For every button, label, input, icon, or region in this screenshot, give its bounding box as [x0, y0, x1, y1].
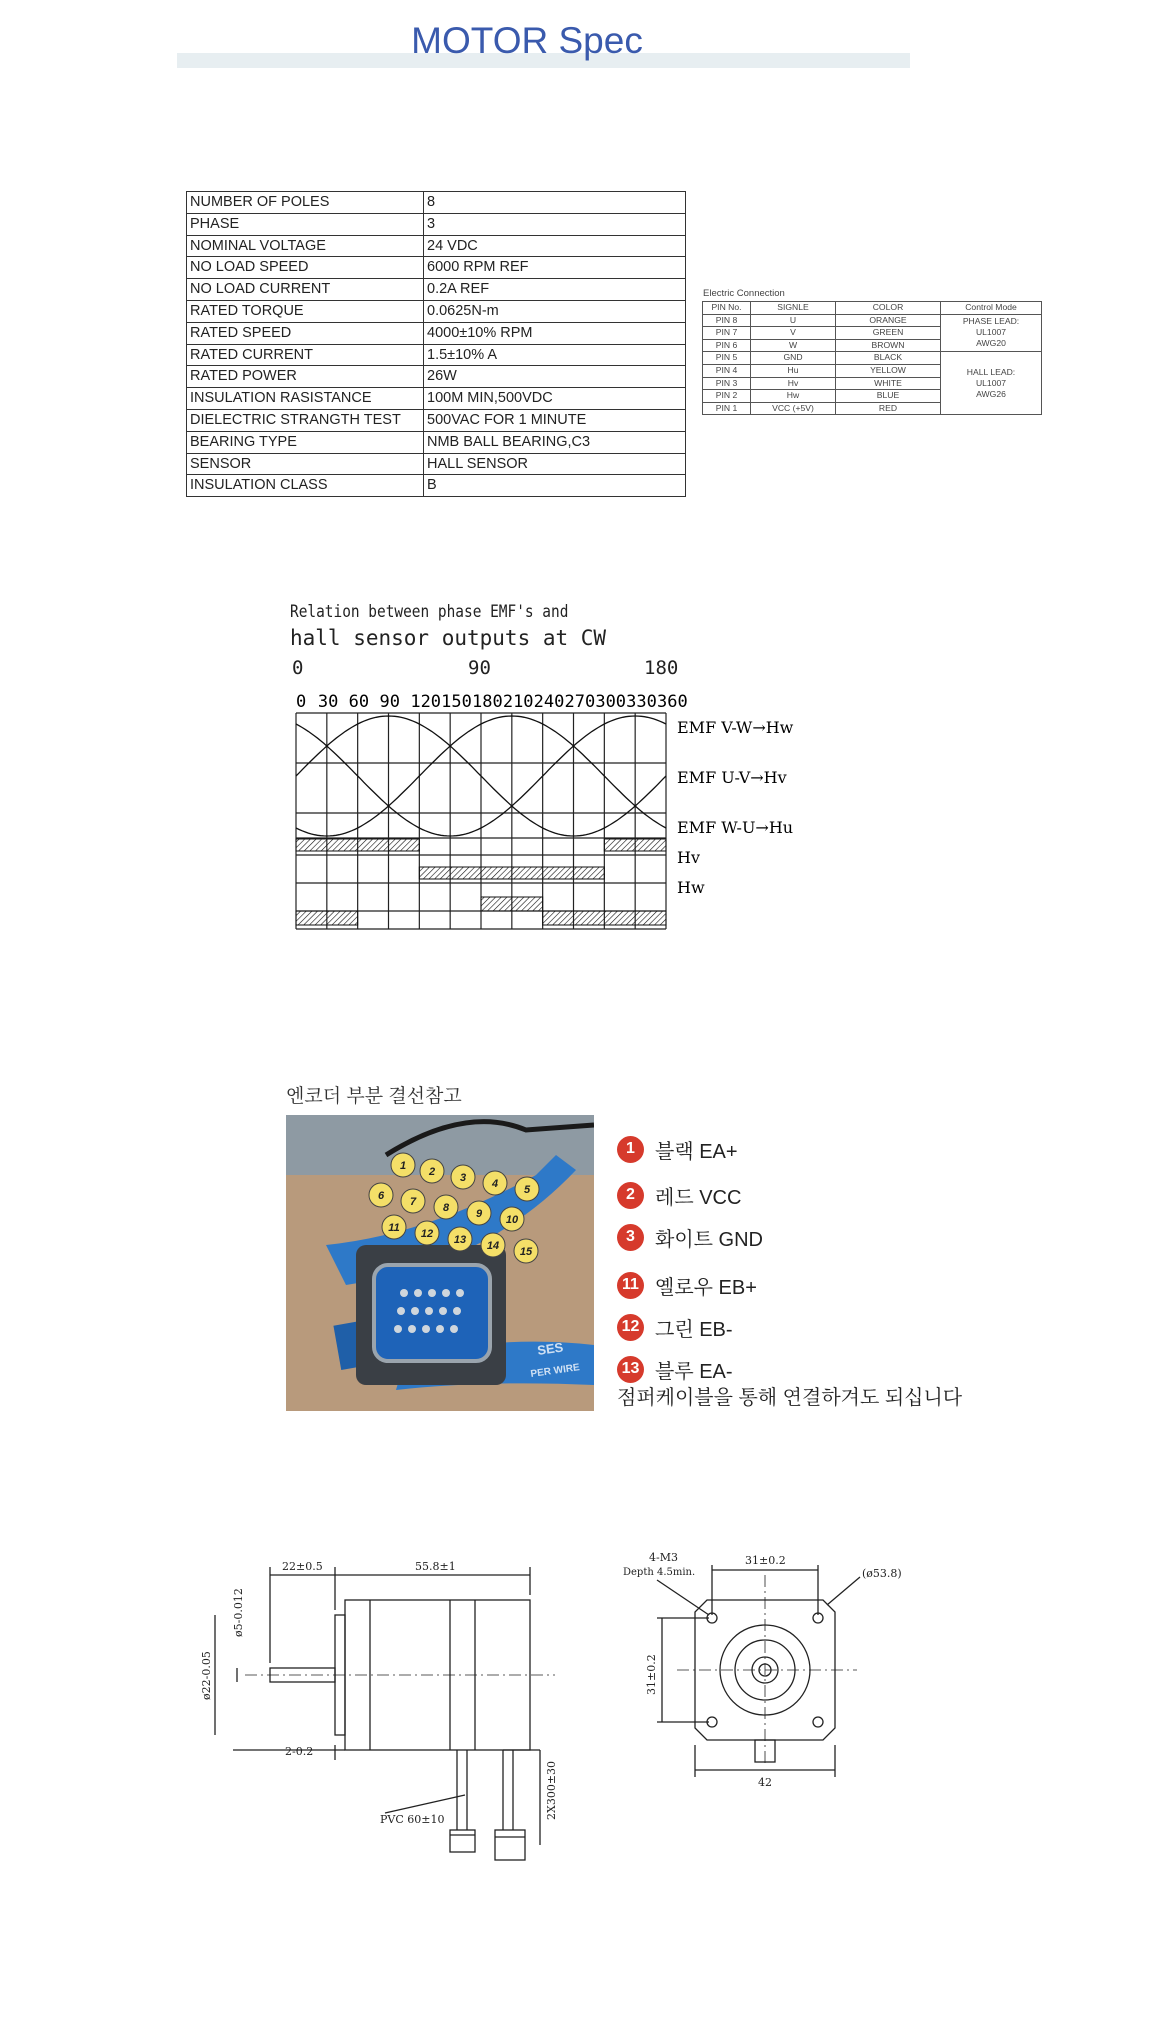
ec-color: YELLOW — [836, 364, 941, 377]
encoder-note: 점퍼케이블을 통해 연결하겨도 되십니다 — [617, 1387, 963, 1409]
elec-degree-label: 360 — [657, 692, 688, 712]
pin-number-text: 13 — [453, 1234, 467, 1246]
ec-signal: Hu — [751, 364, 836, 377]
elec-degree-label: 240 — [533, 692, 565, 712]
dim-shaft-diameter: ø5-0.012 — [232, 1588, 245, 1637]
electric-connection-caption: Electric Connection — [703, 288, 785, 299]
phase-lead-line: UL1007 — [975, 327, 1007, 338]
hall-sensor-diagram — [285, 683, 845, 943]
hall-chart-title-line1: Relation between phase EMF's and — [290, 602, 569, 622]
spec-key: RATED POWER — [187, 366, 424, 388]
pin-number-text: 1 — [399, 1160, 407, 1172]
ec-pin: PIN 6 — [703, 339, 751, 352]
hall-chart-label: EMF V-W→Hw — [677, 718, 794, 737]
ec-color: GREEN — [836, 327, 941, 340]
pin-number-text: 15 — [519, 1246, 533, 1258]
dim-flange-thickness: 2-0.2 — [285, 1745, 314, 1758]
ec-pin: PIN 1 — [703, 402, 751, 415]
hall-connector — [495, 1830, 525, 1860]
motor-shaft — [270, 1668, 335, 1682]
spec-row — [187, 300, 686, 322]
hall-signal-high — [604, 839, 666, 851]
ec-header-mode: Control Mode — [941, 302, 1042, 315]
ec-color: WHITE — [836, 377, 941, 390]
motor-front-drawing — [617, 1545, 937, 1805]
spec-value: 6000 RPM REF — [424, 257, 686, 279]
ec-color: BROWN — [836, 339, 941, 352]
spec-key: RATED SPEED — [187, 322, 424, 344]
electric-connection-table — [702, 301, 1042, 415]
phase-connector — [450, 1830, 475, 1852]
spec-key: BEARING TYPE — [187, 431, 424, 453]
spec-value: 0.0625N-m — [424, 300, 686, 322]
pliers-text: SES — [536, 1339, 565, 1358]
elec-degree-label: 60 — [348, 692, 370, 712]
hall-signal-high — [543, 911, 666, 925]
ec-signal: V — [751, 327, 836, 340]
hall-lead-line: UL1007 — [975, 377, 1007, 388]
encoder-pin-row — [617, 1223, 763, 1251]
hall-chart-label: Hw — [677, 878, 705, 897]
spec-key: NUMBER OF POLES — [187, 192, 424, 214]
hall-signal-high — [481, 897, 543, 911]
encoder-pin-row — [617, 1181, 741, 1209]
spec-key: PHASE — [187, 213, 424, 235]
pin-number-text: 8 — [442, 1202, 450, 1214]
pin-wire-label: 옐로우 EB+ — [655, 1276, 757, 1299]
spec-row — [187, 213, 686, 235]
spec-key: INSULATION RASISTANCE — [187, 388, 424, 410]
pin-number-badge: 13 — [617, 1356, 644, 1383]
motor-side-drawing — [185, 1545, 585, 1890]
ec-signal: W — [751, 339, 836, 352]
spec-row — [187, 322, 686, 344]
spec-value: NMB BALL BEARING,C3 — [424, 431, 686, 453]
elec-degree-label: 150 — [441, 692, 472, 712]
spec-row — [187, 257, 686, 279]
ec-hall-lead — [941, 352, 1042, 415]
encoder-heading: 엔코더 부분 결선참고 — [286, 1086, 462, 1107]
pin-number-text: 9 — [475, 1208, 483, 1220]
ec-header-row — [703, 302, 1042, 315]
dim-hole-spacing-x: 31±0.2 — [745, 1554, 786, 1567]
pin-number-badge: 2 — [617, 1182, 644, 1209]
pin-wire-label: 블랙 EA+ — [655, 1140, 738, 1163]
dim-flange-diameter: ø22-0.05 — [200, 1651, 213, 1700]
db-pin — [414, 1289, 422, 1297]
spec-key: NOMINAL VOLTAGE — [187, 235, 424, 257]
spec-value: 24 VDC — [424, 235, 686, 257]
dim-body-length: 55.8±1 — [415, 1560, 456, 1573]
spec-key: RATED TORQUE — [187, 300, 424, 322]
hall-lead-line: AWG26 — [976, 388, 1006, 399]
ec-color: BLACK — [836, 352, 941, 365]
spec-value: 3 — [424, 213, 686, 235]
pin-number-text: 5 — [523, 1184, 531, 1196]
pin-wire-label: 화이트 GND — [655, 1228, 763, 1251]
spec-table — [186, 191, 686, 497]
ec-color: BLUE — [836, 390, 941, 403]
pin-number-text: 11 — [388, 1222, 400, 1234]
elec-degree-label: 270 — [564, 692, 596, 712]
elec-degree-label: 210 — [502, 692, 534, 712]
spec-value: 1.5±10% A — [424, 344, 686, 366]
ec-pin: PIN 8 — [703, 314, 751, 327]
dim-shaft-length: 22±0.5 — [282, 1560, 323, 1573]
spec-row — [187, 475, 686, 497]
hall-chart-label: EMF U-V→Hv — [677, 768, 787, 787]
spec-value: 4000±10% RPM — [424, 322, 686, 344]
spec-value: 0.2A REF — [424, 279, 686, 301]
dim-boss-diameter: (ø53.8) — [862, 1567, 902, 1580]
ec-signal: Hw — [751, 390, 836, 403]
pin-number-text: 3 — [459, 1172, 467, 1184]
ec-color: RED — [836, 402, 941, 415]
pin-number-badge: 11 — [617, 1272, 644, 1299]
spec-row — [187, 409, 686, 431]
ec-header-pin: PIN No. — [703, 302, 751, 315]
hall-chart-label: Hv — [677, 848, 700, 867]
spec-key: INSULATION CLASS — [187, 475, 424, 497]
hall-lead-line: HALL LEAD: — [966, 366, 1016, 377]
encoder-pin-row — [617, 1271, 757, 1299]
elec-degree-label: 180 — [472, 692, 503, 712]
pin-number-text: 7 — [409, 1196, 417, 1208]
elec-degree-label: 0 — [296, 692, 307, 712]
db-pin — [422, 1325, 430, 1333]
mount-hole — [813, 1717, 823, 1727]
elec-degree-label: 120 — [410, 692, 442, 712]
db-pin — [400, 1289, 408, 1297]
dim-hole-spacing-y: 31±0.2 — [645, 1654, 658, 1695]
db-pin — [450, 1325, 458, 1333]
pin-number-text: 10 — [505, 1214, 519, 1226]
pin-wire-label: 블루 EA- — [655, 1360, 733, 1383]
ec-signal: U — [751, 314, 836, 327]
phase-lead-line: PHASE LEAD: — [962, 316, 1020, 327]
ec-signal: GND — [751, 352, 836, 365]
spec-key: DIELECTRIC STRANGTH TEST — [187, 409, 424, 431]
pin-number-text: 14 — [486, 1240, 500, 1252]
spec-key: NO LOAD CURRENT — [187, 279, 424, 301]
encoder-pin-row — [617, 1355, 733, 1383]
hall-signal-high — [419, 867, 604, 879]
ec-phase-lead — [941, 314, 1042, 352]
ec-signal: VCC (+5V) — [751, 402, 836, 415]
db-pin — [442, 1289, 450, 1297]
elec-degree-label: 90 — [379, 692, 400, 712]
page-title: MOTOR Spec — [411, 20, 643, 61]
db-pin — [428, 1289, 436, 1297]
dim-lead-length: 2X300±30 — [545, 1760, 558, 1820]
spec-value: HALL SENSOR — [424, 453, 686, 475]
pin-number-text: 12 — [420, 1228, 434, 1240]
spec-row — [187, 235, 686, 257]
hall-chart-title-line2: hall sensor outputs at CW — [290, 626, 607, 650]
pin-number-text: 2 — [428, 1166, 436, 1178]
elec-degree-label: 30 — [317, 692, 339, 712]
db-pin — [453, 1307, 461, 1315]
spec-value: 26W — [424, 366, 686, 388]
pin-number-badge: 3 — [617, 1224, 644, 1251]
ec-row — [703, 314, 1042, 327]
spec-value: B — [424, 475, 686, 497]
mech-degree-label: 0 — [292, 657, 304, 679]
db-pin — [456, 1289, 464, 1297]
elec-degree-label: 300 — [595, 692, 627, 712]
ec-pin: PIN 5 — [703, 352, 751, 365]
pin-wire-label: 레드 VCC — [655, 1186, 742, 1209]
ec-pin: PIN 4 — [703, 364, 751, 377]
pin-number-text: 4 — [491, 1178, 499, 1190]
spec-row — [187, 431, 686, 453]
mech-degree-label: 180 — [644, 657, 679, 679]
hall-chart-label: EMF W-U→Hu — [677, 818, 794, 837]
encoder-pin-row — [617, 1313, 733, 1341]
dim-pvc-length: PVC 60±10 — [380, 1813, 445, 1826]
spec-value: 500VAC FOR 1 MINUTE — [424, 409, 686, 431]
db-pin — [408, 1325, 416, 1333]
spec-key: NO LOAD SPEED — [187, 257, 424, 279]
db-pin — [425, 1307, 433, 1315]
dim-thread: 4-M3 — [649, 1551, 678, 1564]
spec-row — [187, 344, 686, 366]
spec-key: SENSOR — [187, 453, 424, 475]
ec-color: ORANGE — [836, 314, 941, 327]
pin-number-badge: 1 — [617, 1136, 644, 1163]
spec-row — [187, 388, 686, 410]
hall-signal-high — [296, 911, 358, 925]
ec-header-signal: SIGNLE — [751, 302, 836, 315]
pin-wire-label: 그린 EB- — [655, 1318, 733, 1341]
mechanical-degree-labels — [290, 657, 680, 681]
ec-header-color: COLOR — [836, 302, 941, 315]
db-pin — [394, 1325, 402, 1333]
pliers-text: PER WIRE — [529, 1362, 581, 1380]
dim-frame-size: 42 — [758, 1776, 772, 1789]
phase-lead-line: AWG20 — [976, 338, 1006, 349]
spec-row — [187, 366, 686, 388]
spec-key: RATED CURRENT — [187, 344, 424, 366]
hall-signal-high — [296, 839, 419, 851]
db-pin — [411, 1307, 419, 1315]
encoder-connector-photo — [286, 1115, 594, 1411]
ec-pin: PIN 7 — [703, 327, 751, 340]
db-pin — [436, 1325, 444, 1333]
db-pin — [439, 1307, 447, 1315]
spec-value: 8 — [424, 192, 686, 214]
elec-degree-label: 330 — [626, 692, 657, 712]
encoder-pin-row — [617, 1135, 738, 1163]
ec-row — [703, 352, 1042, 365]
db-pin — [397, 1307, 405, 1315]
spec-row — [187, 192, 686, 214]
spec-row — [187, 453, 686, 475]
mech-degree-label: 90 — [468, 657, 491, 679]
dim-thread-depth: Depth 4.5min. — [623, 1567, 696, 1578]
pin-number-badge: 12 — [617, 1314, 644, 1341]
ec-signal: Hv — [751, 377, 836, 390]
spec-row — [187, 279, 686, 301]
ec-pin: PIN 3 — [703, 377, 751, 390]
pin-number-text: 6 — [377, 1190, 385, 1202]
spec-value: 100M MIN,500VDC — [424, 388, 686, 410]
ec-pin: PIN 2 — [703, 390, 751, 403]
